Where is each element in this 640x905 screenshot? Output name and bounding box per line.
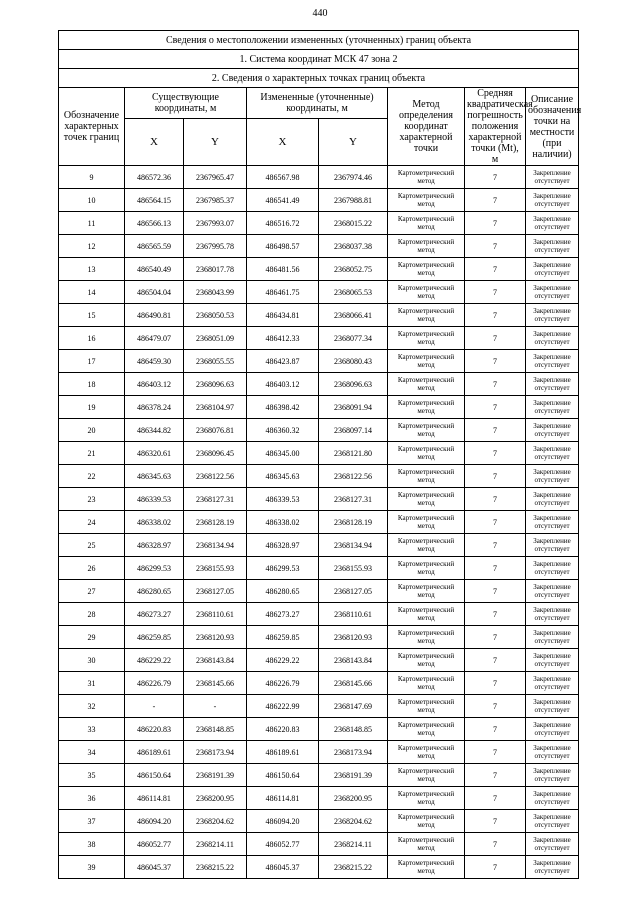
table-row bbox=[59, 442, 579, 465]
cell-changed-x: 486516.72 bbox=[247, 212, 319, 235]
cell-changed-x: 486328.97 bbox=[247, 534, 319, 557]
cell-mt-value: 7 bbox=[465, 281, 526, 304]
cell-changed-x: 486259.85 bbox=[247, 626, 319, 649]
cell-existing-x: 486320.61 bbox=[125, 442, 184, 465]
cell-mt-value: 7 bbox=[465, 212, 526, 235]
cell-mt-value: 7 bbox=[465, 166, 526, 189]
cell-existing-x: 486572.36 bbox=[125, 166, 184, 189]
cell-changed-y: 2368200.95 bbox=[319, 787, 388, 810]
cell-changed-y: 2368134.94 bbox=[319, 534, 388, 557]
cell-mt-value: 7 bbox=[465, 373, 526, 396]
table-row bbox=[59, 833, 579, 856]
cell-existing-x: 486378.24 bbox=[125, 396, 184, 419]
header-existing-coords: Существующие координаты, м bbox=[125, 88, 247, 119]
cell-description: Закрепление отсутствует bbox=[526, 810, 579, 833]
cell-description: Закрепление отсутствует bbox=[526, 212, 579, 235]
cell-changed-x: 486094.20 bbox=[247, 810, 319, 833]
cell-description: Закрепление отсутствует bbox=[526, 764, 579, 787]
cell-point-number: 25 bbox=[59, 534, 125, 557]
cell-changed-x: 486345.00 bbox=[247, 442, 319, 465]
table-row bbox=[59, 258, 579, 281]
table-row bbox=[59, 327, 579, 350]
cell-description: Закрепление отсутствует bbox=[526, 787, 579, 810]
cell-method: Картометрический метод bbox=[388, 258, 465, 281]
cell-mt-value: 7 bbox=[465, 442, 526, 465]
cell-description: Закрепление отсутствует bbox=[526, 649, 579, 672]
cell-existing-y: 2368051.09 bbox=[184, 327, 247, 350]
cell-mt-value: 7 bbox=[465, 304, 526, 327]
table-row bbox=[59, 304, 579, 327]
cell-changed-x: 486403.12 bbox=[247, 373, 319, 396]
header-changed-x: X bbox=[247, 119, 319, 166]
cell-method: Картометрический метод bbox=[388, 580, 465, 603]
cell-changed-x: 486229.22 bbox=[247, 649, 319, 672]
cell-description: Закрепление отсутствует bbox=[526, 580, 579, 603]
cell-existing-y: 2367965.47 bbox=[184, 166, 247, 189]
cell-point-number: 36 bbox=[59, 787, 125, 810]
cell-description: Закрепление отсутствует bbox=[526, 856, 579, 879]
cell-existing-y: 2368214.11 bbox=[184, 833, 247, 856]
cell-changed-x: 486339.53 bbox=[247, 488, 319, 511]
cell-existing-x: 486229.22 bbox=[125, 649, 184, 672]
cell-method: Картометрический метод bbox=[388, 511, 465, 534]
cell-changed-x: 486222.99 bbox=[247, 695, 319, 718]
cell-method: Картометрический метод bbox=[388, 212, 465, 235]
cell-description: Закрепление отсутствует bbox=[526, 304, 579, 327]
cell-method: Картометрический метод bbox=[388, 741, 465, 764]
cell-mt-value: 7 bbox=[465, 856, 526, 879]
cell-mt-value: 7 bbox=[465, 580, 526, 603]
cell-point-number: 18 bbox=[59, 373, 125, 396]
cell-changed-x: 486338.02 bbox=[247, 511, 319, 534]
cell-existing-y: 2368173.94 bbox=[184, 741, 247, 764]
boundary-points-table bbox=[58, 30, 582, 879]
cell-existing-y: 2368017.78 bbox=[184, 258, 247, 281]
cell-method: Картометрический метод bbox=[388, 534, 465, 557]
table-row bbox=[59, 718, 579, 741]
cell-method: Картометрический метод bbox=[388, 350, 465, 373]
cell-method: Картометрический метод bbox=[388, 442, 465, 465]
cell-existing-y: 2368110.61 bbox=[184, 603, 247, 626]
cell-method: Картометрический метод bbox=[388, 764, 465, 787]
cell-point-number: 12 bbox=[59, 235, 125, 258]
cell-point-number: 16 bbox=[59, 327, 125, 350]
table-row bbox=[59, 212, 579, 235]
cell-description: Закрепление отсутствует bbox=[526, 718, 579, 741]
table-row bbox=[59, 166, 579, 189]
cell-point-number: 19 bbox=[59, 396, 125, 419]
cell-changed-x: 486360.32 bbox=[247, 419, 319, 442]
header-description: Описание обозначения точки на местности (при наличии) bbox=[526, 88, 579, 166]
cell-changed-y: 2368128.19 bbox=[319, 511, 388, 534]
cell-mt-value: 7 bbox=[465, 649, 526, 672]
cell-changed-x: 486498.57 bbox=[247, 235, 319, 258]
cell-description: Закрепление отсутствует bbox=[526, 166, 579, 189]
cell-existing-x: 486504.04 bbox=[125, 281, 184, 304]
cell-existing-y: 2368191.39 bbox=[184, 764, 247, 787]
cell-method: Картометрический метод bbox=[388, 787, 465, 810]
cell-method: Картометрический метод bbox=[388, 281, 465, 304]
cell-existing-x: 486338.02 bbox=[125, 511, 184, 534]
cell-existing-y: 2368215.22 bbox=[184, 856, 247, 879]
cell-description: Закрепление отсутствует bbox=[526, 465, 579, 488]
cell-existing-x: 486299.53 bbox=[125, 557, 184, 580]
cell-existing-x: 486189.61 bbox=[125, 741, 184, 764]
cell-mt-value: 7 bbox=[465, 764, 526, 787]
cell-existing-y: 2368148.85 bbox=[184, 718, 247, 741]
cell-mt-value: 7 bbox=[465, 189, 526, 212]
cell-mt-value: 7 bbox=[465, 741, 526, 764]
cell-existing-y: 2368076.81 bbox=[184, 419, 247, 442]
table-row bbox=[59, 672, 579, 695]
cell-point-number: 24 bbox=[59, 511, 125, 534]
cell-description: Закрепление отсутствует bbox=[526, 672, 579, 695]
cell-description: Закрепление отсутствует bbox=[526, 557, 579, 580]
cell-existing-x: 486273.27 bbox=[125, 603, 184, 626]
cell-point-number: 10 bbox=[59, 189, 125, 212]
cell-changed-y: 2368066.41 bbox=[319, 304, 388, 327]
cell-changed-y: 2368110.61 bbox=[319, 603, 388, 626]
cell-description: Закрепление отсутствует bbox=[526, 603, 579, 626]
cell-method: Картометрический метод bbox=[388, 695, 465, 718]
cell-point-number: 17 bbox=[59, 350, 125, 373]
cell-method: Картометрический метод bbox=[388, 373, 465, 396]
cell-point-number: 38 bbox=[59, 833, 125, 856]
cell-changed-x: 486045.37 bbox=[247, 856, 319, 879]
header-error: Средняя квадратическая погрешность положения характерной точки (Mt), м bbox=[465, 88, 526, 166]
cell-existing-x: 486344.82 bbox=[125, 419, 184, 442]
cell-description: Закрепление отсутствует bbox=[526, 534, 579, 557]
cell-changed-y: 2368122.56 bbox=[319, 465, 388, 488]
cell-existing-y: 2368122.56 bbox=[184, 465, 247, 488]
cell-existing-x: 486479.07 bbox=[125, 327, 184, 350]
cell-description: Закрепление отсутствует bbox=[526, 419, 579, 442]
cell-changed-x: 486398.42 bbox=[247, 396, 319, 419]
cell-point-number: 22 bbox=[59, 465, 125, 488]
cell-method: Картометрический метод bbox=[388, 304, 465, 327]
cell-mt-value: 7 bbox=[465, 350, 526, 373]
cell-changed-y: 2368080.43 bbox=[319, 350, 388, 373]
cell-changed-y: 2368097.14 bbox=[319, 419, 388, 442]
cell-existing-x: 486565.59 bbox=[125, 235, 184, 258]
cell-method: Картометрический метод bbox=[388, 488, 465, 511]
table-row bbox=[59, 695, 579, 718]
table-row bbox=[59, 419, 579, 442]
cell-mt-value: 7 bbox=[465, 534, 526, 557]
cell-point-number: 28 bbox=[59, 603, 125, 626]
cell-changed-x: 486150.64 bbox=[247, 764, 319, 787]
cell-point-number: 11 bbox=[59, 212, 125, 235]
cell-description: Закрепление отсутствует bbox=[526, 511, 579, 534]
cell-existing-y: 2368096.63 bbox=[184, 373, 247, 396]
cell-changed-y: 2368145.66 bbox=[319, 672, 388, 695]
cell-point-number: 20 bbox=[59, 419, 125, 442]
cell-changed-y: 2368148.85 bbox=[319, 718, 388, 741]
header-existing-y: Y bbox=[184, 119, 247, 166]
cell-mt-value: 7 bbox=[465, 258, 526, 281]
points-section-title: 2. Сведения о характерных точках границ объекта bbox=[59, 69, 579, 88]
header-method: Метод определения координат характерной точки bbox=[388, 88, 465, 166]
cell-existing-y: 2368120.93 bbox=[184, 626, 247, 649]
cell-method: Картометрический метод bbox=[388, 856, 465, 879]
cell-method: Картометрический метод bbox=[388, 718, 465, 741]
cell-existing-y: 2368055.55 bbox=[184, 350, 247, 373]
cell-mt-value: 7 bbox=[465, 603, 526, 626]
cell-existing-y: 2368127.05 bbox=[184, 580, 247, 603]
cell-mt-value: 7 bbox=[465, 626, 526, 649]
cell-changed-y: 2368096.63 bbox=[319, 373, 388, 396]
cell-changed-y: 2367974.46 bbox=[319, 166, 388, 189]
cell-changed-y: 2368191.39 bbox=[319, 764, 388, 787]
cell-description: Закрепление отсутствует bbox=[526, 488, 579, 511]
cell-changed-y: 2367988.81 bbox=[319, 189, 388, 212]
page-number: 440 bbox=[312, 8, 328, 19]
cell-method: Картометрический метод bbox=[388, 603, 465, 626]
cell-existing-x: 486566.13 bbox=[125, 212, 184, 235]
cell-changed-y: 2368155.93 bbox=[319, 557, 388, 580]
cell-existing-x: 486339.53 bbox=[125, 488, 184, 511]
cell-point-number: 26 bbox=[59, 557, 125, 580]
cell-method: Картометрический метод bbox=[388, 465, 465, 488]
cell-method: Картометрический метод bbox=[388, 672, 465, 695]
cell-description: Закрепление отсутствует bbox=[526, 833, 579, 856]
table-row bbox=[59, 741, 579, 764]
cell-changed-x: 486567.98 bbox=[247, 166, 319, 189]
cell-description: Закрепление отсутствует bbox=[526, 258, 579, 281]
cell-method: Картометрический метод bbox=[388, 396, 465, 419]
cell-description: Закрепление отсутствует bbox=[526, 442, 579, 465]
cell-point-number: 27 bbox=[59, 580, 125, 603]
cell-existing-x: 486345.63 bbox=[125, 465, 184, 488]
cell-existing-x: 486114.81 bbox=[125, 787, 184, 810]
cell-description: Закрепление отсутствует bbox=[526, 189, 579, 212]
table-title: Сведения о местоположении измененных (уточненных) границ объекта bbox=[59, 31, 579, 50]
cell-mt-value: 7 bbox=[465, 810, 526, 833]
cell-existing-x: 486540.49 bbox=[125, 258, 184, 281]
cell-point-number: 34 bbox=[59, 741, 125, 764]
cell-existing-y: 2368134.94 bbox=[184, 534, 247, 557]
cell-existing-y: 2367993.07 bbox=[184, 212, 247, 235]
cell-point-number: 31 bbox=[59, 672, 125, 695]
cell-method: Картометрический метод bbox=[388, 419, 465, 442]
cell-existing-y: 2368204.62 bbox=[184, 810, 247, 833]
cell-mt-value: 7 bbox=[465, 511, 526, 534]
cell-point-number: 37 bbox=[59, 810, 125, 833]
cell-method: Картометрический метод bbox=[388, 189, 465, 212]
cell-changed-x: 486189.61 bbox=[247, 741, 319, 764]
table-row bbox=[59, 787, 579, 810]
cell-changed-y: 2368173.94 bbox=[319, 741, 388, 764]
cell-changed-y: 2368091.94 bbox=[319, 396, 388, 419]
cell-mt-value: 7 bbox=[465, 695, 526, 718]
cell-changed-x: 486052.77 bbox=[247, 833, 319, 856]
cell-existing-x: 486094.20 bbox=[125, 810, 184, 833]
cell-mt-value: 7 bbox=[465, 396, 526, 419]
table-row bbox=[59, 281, 579, 304]
cell-existing-y: 2368104.97 bbox=[184, 396, 247, 419]
cell-description: Закрепление отсутствует bbox=[526, 235, 579, 258]
cell-existing-x: - bbox=[125, 695, 184, 718]
table-row bbox=[59, 557, 579, 580]
cell-changed-y: 2368215.22 bbox=[319, 856, 388, 879]
cell-point-number: 30 bbox=[59, 649, 125, 672]
cell-changed-y: 2368127.31 bbox=[319, 488, 388, 511]
table-row bbox=[59, 350, 579, 373]
cell-changed-y: 2368015.22 bbox=[319, 212, 388, 235]
table-row bbox=[59, 810, 579, 833]
table-row bbox=[59, 626, 579, 649]
cell-existing-x: 486259.85 bbox=[125, 626, 184, 649]
cell-existing-x: 486328.97 bbox=[125, 534, 184, 557]
cell-existing-x: 486403.12 bbox=[125, 373, 184, 396]
table-row bbox=[59, 580, 579, 603]
cell-point-number: 39 bbox=[59, 856, 125, 879]
cell-existing-y: 2368050.53 bbox=[184, 304, 247, 327]
cell-changed-y: 2368121.80 bbox=[319, 442, 388, 465]
cell-existing-x: 486220.83 bbox=[125, 718, 184, 741]
header-changed-coords: Измененные (уточненные) координаты, м bbox=[247, 88, 388, 119]
cell-changed-x: 486273.27 bbox=[247, 603, 319, 626]
cell-existing-y: 2368043.99 bbox=[184, 281, 247, 304]
table-row bbox=[59, 488, 579, 511]
cell-point-number: 35 bbox=[59, 764, 125, 787]
cell-changed-x: 486345.63 bbox=[247, 465, 319, 488]
cell-existing-y: 2368096.45 bbox=[184, 442, 247, 465]
cell-mt-value: 7 bbox=[465, 833, 526, 856]
cell-mt-value: 7 bbox=[465, 465, 526, 488]
table-row bbox=[59, 235, 579, 258]
cell-mt-value: 7 bbox=[465, 488, 526, 511]
cell-mt-value: 7 bbox=[465, 787, 526, 810]
cell-changed-y: 2368077.34 bbox=[319, 327, 388, 350]
cell-changed-y: 2368214.11 bbox=[319, 833, 388, 856]
cell-changed-x: 486412.33 bbox=[247, 327, 319, 350]
cell-point-number: 29 bbox=[59, 626, 125, 649]
cell-point-number: 21 bbox=[59, 442, 125, 465]
cell-existing-y: 2368128.19 bbox=[184, 511, 247, 534]
cell-changed-y: 2368127.05 bbox=[319, 580, 388, 603]
cell-mt-value: 7 bbox=[465, 557, 526, 580]
cell-description: Закрепление отсутствует bbox=[526, 741, 579, 764]
table-row bbox=[59, 764, 579, 787]
cell-existing-x: 486490.81 bbox=[125, 304, 184, 327]
cell-existing-x: 486459.30 bbox=[125, 350, 184, 373]
cell-changed-y: 2368147.69 bbox=[319, 695, 388, 718]
cell-mt-value: 7 bbox=[465, 672, 526, 695]
cell-changed-y: 2368143.84 bbox=[319, 649, 388, 672]
cell-changed-x: 486461.75 bbox=[247, 281, 319, 304]
cell-changed-x: 486481.56 bbox=[247, 258, 319, 281]
cell-method: Картометрический метод bbox=[388, 235, 465, 258]
cell-mt-value: 7 bbox=[465, 419, 526, 442]
cell-point-number: 13 bbox=[59, 258, 125, 281]
cell-changed-y: 2368052.75 bbox=[319, 258, 388, 281]
cell-description: Закрепление отсутствует bbox=[526, 373, 579, 396]
cell-description: Закрепление отсутствует bbox=[526, 626, 579, 649]
cell-existing-y: 2368155.93 bbox=[184, 557, 247, 580]
cell-existing-y: 2368200.95 bbox=[184, 787, 247, 810]
cell-method: Картометрический метод bbox=[388, 327, 465, 350]
cell-mt-value: 7 bbox=[465, 327, 526, 350]
table-row bbox=[59, 856, 579, 879]
cell-existing-y: - bbox=[184, 695, 247, 718]
header-designation: Обозначение характерных точек границ bbox=[59, 88, 125, 166]
cell-existing-y: 2368127.31 bbox=[184, 488, 247, 511]
cell-method: Картометрический метод bbox=[388, 833, 465, 856]
cell-method: Картометрический метод bbox=[388, 557, 465, 580]
cell-changed-x: 486541.49 bbox=[247, 189, 319, 212]
table-row bbox=[59, 511, 579, 534]
cell-point-number: 33 bbox=[59, 718, 125, 741]
cell-description: Закрепление отсутствует bbox=[526, 396, 579, 419]
table-row bbox=[59, 396, 579, 419]
cell-changed-y: 2368037.38 bbox=[319, 235, 388, 258]
cell-changed-x: 486114.81 bbox=[247, 787, 319, 810]
cell-changed-x: 486226.79 bbox=[247, 672, 319, 695]
cell-point-number: 32 bbox=[59, 695, 125, 718]
cell-existing-x: 486280.65 bbox=[125, 580, 184, 603]
cell-changed-y: 2368065.53 bbox=[319, 281, 388, 304]
cell-point-number: 23 bbox=[59, 488, 125, 511]
cell-changed-x: 486280.65 bbox=[247, 580, 319, 603]
header-existing-x: X bbox=[125, 119, 184, 166]
cell-changed-y: 2368120.93 bbox=[319, 626, 388, 649]
cell-changed-x: 486434.81 bbox=[247, 304, 319, 327]
cell-existing-x: 486052.77 bbox=[125, 833, 184, 856]
cell-changed-x: 486220.83 bbox=[247, 718, 319, 741]
cell-existing-x: 486150.64 bbox=[125, 764, 184, 787]
cell-existing-y: 2368143.84 bbox=[184, 649, 247, 672]
cell-method: Картометрический метод bbox=[388, 626, 465, 649]
cell-method: Картометрический метод bbox=[388, 166, 465, 189]
cell-description: Закрепление отсутствует bbox=[526, 350, 579, 373]
cell-changed-x: 486423.87 bbox=[247, 350, 319, 373]
cell-point-number: 15 bbox=[59, 304, 125, 327]
table-row bbox=[59, 373, 579, 396]
cell-existing-x: 486045.37 bbox=[125, 856, 184, 879]
cell-method: Картометрический метод bbox=[388, 649, 465, 672]
cell-existing-y: 2367995.78 bbox=[184, 235, 247, 258]
table-row bbox=[59, 649, 579, 672]
header-changed-y: Y bbox=[319, 119, 388, 166]
table-row bbox=[59, 603, 579, 626]
table-body bbox=[59, 166, 579, 879]
cell-existing-y: 2368145.66 bbox=[184, 672, 247, 695]
cell-point-number: 14 bbox=[59, 281, 125, 304]
table-row bbox=[59, 465, 579, 488]
cell-description: Закрепление отсутствует bbox=[526, 327, 579, 350]
table-row bbox=[59, 534, 579, 557]
table-row bbox=[59, 189, 579, 212]
cell-description: Закрепление отсутствует bbox=[526, 281, 579, 304]
cell-description: Закрепление отсутствует bbox=[526, 695, 579, 718]
cell-existing-x: 486226.79 bbox=[125, 672, 184, 695]
cell-changed-x: 486299.53 bbox=[247, 557, 319, 580]
cell-existing-y: 2367985.37 bbox=[184, 189, 247, 212]
cell-mt-value: 7 bbox=[465, 718, 526, 741]
cell-existing-x: 486564.15 bbox=[125, 189, 184, 212]
cell-method: Картометрический метод bbox=[388, 810, 465, 833]
coordinate-system-title: 1. Система координат МСК 47 зона 2 bbox=[59, 50, 579, 69]
cell-mt-value: 7 bbox=[465, 235, 526, 258]
cell-changed-y: 2368204.62 bbox=[319, 810, 388, 833]
cell-point-number: 9 bbox=[59, 166, 125, 189]
